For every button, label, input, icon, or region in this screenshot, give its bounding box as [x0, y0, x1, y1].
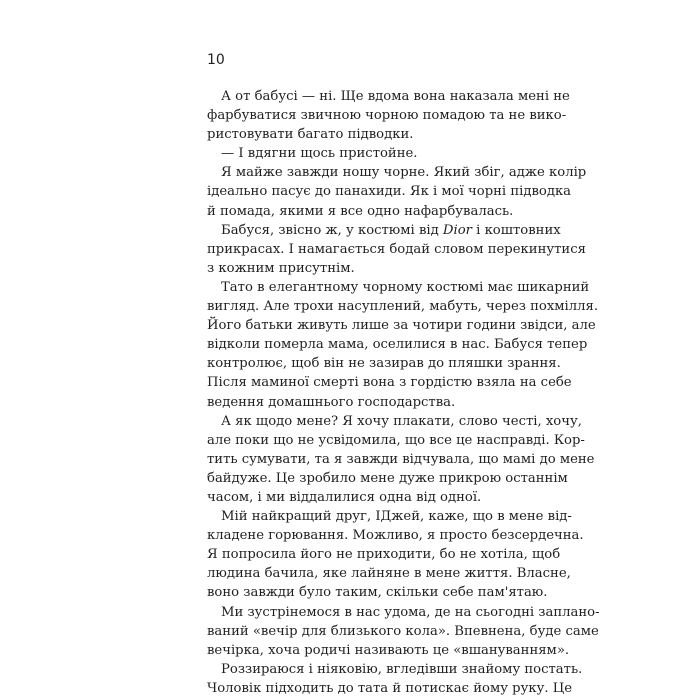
text-line: Я попросила його не приходити, бо не хотіла, щоб	[207, 547, 561, 563]
text-line: людина бачила, яке лайняне в мене життя. Власне,	[207, 566, 571, 582]
text-line: Його батьки живуть лише за чотири години звідси, але	[207, 318, 596, 334]
text-line: ведення домашнього господарства.	[207, 394, 456, 410]
text-line: А от бабусі — ні. Ще вдома вона наказала мені не	[221, 89, 570, 104]
text-line: Бабуся, звісно ж, у костюмі від Dior і коштовних	[221, 222, 561, 238]
body-text	[207, 87, 600, 698]
page-number: 10	[207, 52, 225, 68]
text-line: Роззираюся і ніяковію, вгледівши знайому постать.	[221, 661, 583, 677]
text-line: Мій найкращий друг, ІДжей, каже, що в мене від-	[221, 509, 572, 525]
text-line: — І вдягни щось пристойне.	[221, 146, 418, 162]
text-line: відколи померла мама, оселилися в нас. Бабуся тепер	[207, 337, 588, 353]
text-line: вигляд. Але трохи насуплений, мабуть, через похмілля.	[207, 299, 599, 315]
text-line: й помада, якими я все одно нафарбувалась.	[207, 203, 514, 219]
text-line: з кожним присутнім.	[207, 260, 355, 276]
text-line: Після маминої смерті вона з гордістю взяла на себе	[207, 375, 572, 391]
text-line: фарбуватися звичною чорною помадою та не вико-	[207, 108, 567, 124]
text-line: кладене горювання. Можливо, я просто безсердечна.	[207, 528, 584, 544]
text-line: вечірка, хоча родичі називають це «вшануванням».	[207, 642, 570, 658]
text-line: А як щодо мене? Я хочу плакати, слово честі, хочу,	[221, 413, 582, 429]
text-line: прикрасах. І намагається бодай словом перекинутися	[207, 241, 586, 257]
text-line: Я майже завжди ношу чорне. Який збіг, адже колір	[221, 165, 587, 181]
text-line: але поки що не усвідомила, що все це насправді. Кор-	[207, 432, 585, 448]
text-line: Чоловік підходить до тата й потискає йому руку. Це	[207, 680, 573, 696]
text-line: Тато в елегантному чорному костюмі має шикарний	[221, 279, 590, 295]
text-line: ваний «вечір для близького кола». Впевнена, буде саме	[207, 623, 599, 639]
italic-word: Dior	[442, 222, 472, 238]
text-line: тить сумувати, та я завжди відчувала, що мамі до мене	[207, 451, 595, 467]
text-line: байдуже. Це зробило мене дуже прикрою останнім	[207, 470, 568, 486]
text-line: часом, і ми віддалилися одна від одної.	[207, 489, 482, 505]
text-line: ідеально пасує до панахиди. Як і мої чорні підводка	[207, 184, 572, 200]
text-line: воно завжди було таким, скільки себе пам'ятаю.	[207, 585, 548, 601]
text-line: контролює, щоб він не зазирав до пляшки зрання.	[207, 356, 561, 372]
text-line: Ми зустрінемося в нас удома, де на сьогодні заплано-	[221, 604, 600, 620]
text-line: ристовувати багато підводки.	[207, 127, 414, 143]
